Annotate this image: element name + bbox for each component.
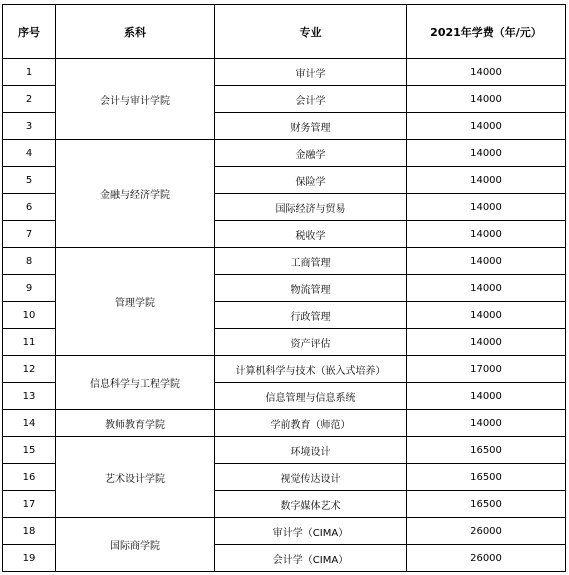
row-index: 18 <box>3 518 56 545</box>
major-cell: 会计学 <box>215 86 407 113</box>
header-department: 系科 <box>56 5 215 59</box>
department-cell: 会计与审计学院 <box>56 59 215 140</box>
fee-cell: 26000 <box>407 545 566 572</box>
header-row <box>3 5 566 59</box>
fee-cell: 14000 <box>407 113 566 140</box>
row-index: 16 <box>3 464 56 491</box>
fee-cell: 14000 <box>407 167 566 194</box>
row-index: 19 <box>3 545 56 572</box>
row-index: 15 <box>3 437 56 464</box>
department-cell: 信息科学与工程学院 <box>56 356 215 410</box>
row-index: 1 <box>3 59 56 86</box>
department-cell: 教师教育学院 <box>56 410 215 437</box>
header-index: 序号 <box>3 5 56 59</box>
fee-cell: 14000 <box>407 329 566 356</box>
major-cell: 保险学 <box>215 167 407 194</box>
row-index: 4 <box>3 140 56 167</box>
fee-cell: 14000 <box>407 383 566 410</box>
fee-cell: 14000 <box>407 221 566 248</box>
major-cell: 资产评估 <box>215 329 407 356</box>
table-row <box>3 59 566 86</box>
row-index: 8 <box>3 248 56 275</box>
major-cell: 学前教育（师范） <box>215 410 407 437</box>
fee-cell: 26000 <box>407 518 566 545</box>
major-cell: 数字媒体艺术 <box>215 491 407 518</box>
major-cell: 物流管理 <box>215 275 407 302</box>
department-cell: 国际商学院 <box>56 518 215 572</box>
fee-cell: 14000 <box>407 275 566 302</box>
department-cell: 管理学院 <box>56 248 215 356</box>
major-cell: 审计学 <box>215 59 407 86</box>
row-index: 10 <box>3 302 56 329</box>
fee-cell: 14000 <box>407 140 566 167</box>
major-cell: 审计学（CIMA） <box>215 518 407 545</box>
fee-cell: 16500 <box>407 464 566 491</box>
fee-cell: 16500 <box>407 491 566 518</box>
major-cell: 财务管理 <box>215 113 407 140</box>
major-cell: 视觉传达设计 <box>215 464 407 491</box>
fee-cell: 14000 <box>407 59 566 86</box>
fee-cell: 17000 <box>407 356 566 383</box>
table-body <box>3 59 566 572</box>
row-index: 17 <box>3 491 56 518</box>
major-cell: 工商管理 <box>215 248 407 275</box>
table-row <box>3 518 566 545</box>
table-row <box>3 410 566 437</box>
row-index: 2 <box>3 86 56 113</box>
major-cell: 国际经济与贸易 <box>215 194 407 221</box>
major-cell: 信息管理与信息系统 <box>215 383 407 410</box>
row-index: 13 <box>3 383 56 410</box>
department-cell: 艺术设计学院 <box>56 437 215 518</box>
fee-cell: 14000 <box>407 194 566 221</box>
fee-cell: 14000 <box>407 302 566 329</box>
major-cell: 行政管理 <box>215 302 407 329</box>
major-cell: 税收学 <box>215 221 407 248</box>
fee-cell: 14000 <box>407 248 566 275</box>
fee-cell: 16500 <box>407 437 566 464</box>
table-row <box>3 248 566 275</box>
tuition-fee-table <box>2 4 566 572</box>
major-cell: 金融学 <box>215 140 407 167</box>
row-index: 11 <box>3 329 56 356</box>
table-row <box>3 356 566 383</box>
major-cell: 会计学（CIMA） <box>215 545 407 572</box>
table-row <box>3 140 566 167</box>
row-index: 3 <box>3 113 56 140</box>
header-fee: 2021年学费（年/元） <box>407 5 566 59</box>
table-row <box>3 437 566 464</box>
department-cell: 金融与经济学院 <box>56 140 215 248</box>
row-index: 9 <box>3 275 56 302</box>
major-cell: 计算机科学与技术（嵌入式培养） <box>215 356 407 383</box>
row-index: 6 <box>3 194 56 221</box>
fee-cell: 14000 <box>407 86 566 113</box>
row-index: 7 <box>3 221 56 248</box>
row-index: 12 <box>3 356 56 383</box>
row-index: 14 <box>3 410 56 437</box>
row-index: 5 <box>3 167 56 194</box>
fee-cell: 14000 <box>407 410 566 437</box>
header-major: 专业 <box>215 5 407 59</box>
table-header <box>3 5 566 59</box>
major-cell: 环境设计 <box>215 437 407 464</box>
